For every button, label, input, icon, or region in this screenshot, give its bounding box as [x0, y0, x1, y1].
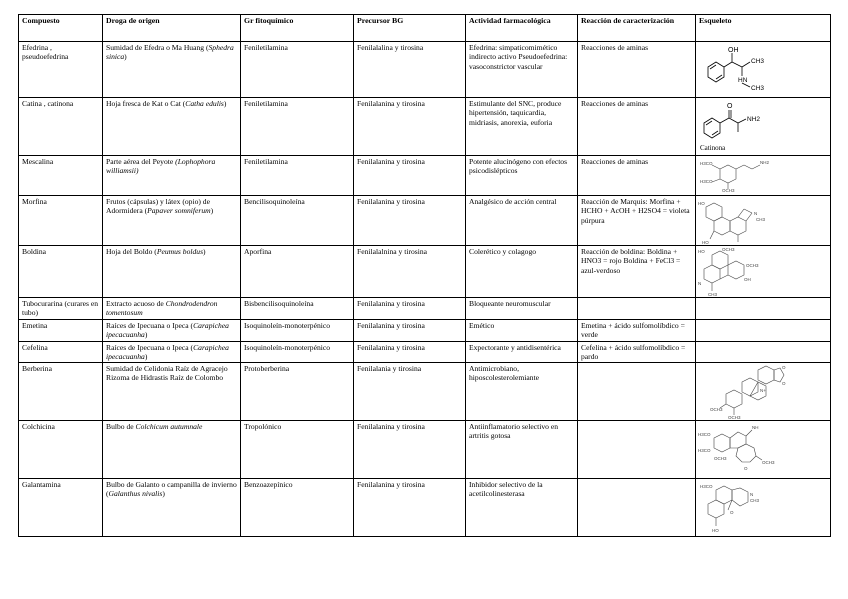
cell-reaccion [578, 363, 696, 421]
svg-text:N: N [754, 211, 758, 216]
cell-reaccion: Cefelina + ácido sulfomolíbdico = pardo [578, 341, 696, 363]
droga-text-end: ) [210, 206, 214, 216]
table-row [19, 479, 831, 537]
droga-text-end: ) [144, 330, 148, 340]
species-name: Sphedra sinica [106, 43, 234, 62]
cell-droga [103, 479, 241, 537]
droga-text: Frutos (cápsulas) y látex (opio) de Adormidera ( [106, 197, 210, 216]
cell-precursor: Fenilalanina y tirosina [354, 479, 466, 537]
svg-text:HO: HO [698, 201, 705, 206]
cell-reaccion: Reacciones de aminas [578, 98, 696, 156]
skeleton-label-oh: OH [728, 47, 739, 54]
skeleton-label-nh2: NH2 [747, 116, 761, 123]
alkaloids-table [18, 14, 831, 537]
svg-text:OCH3: OCH3 [722, 188, 735, 193]
cell-esqueleto [696, 320, 831, 342]
cell-grupo: Feniletilamina [241, 42, 354, 98]
svg-text:OCH3: OCH3 [714, 456, 727, 461]
colchicine-structure-icon [698, 422, 826, 478]
table-row [19, 298, 831, 320]
svg-text:CH3: CH3 [756, 217, 766, 222]
svg-text:NH2: NH2 [760, 160, 770, 165]
cell-actividad: Inhibidor selectivo de la acetilcolinesterasa [466, 479, 578, 537]
droga-text: Hoja fresca de Kat o Cat ( [106, 99, 186, 108]
svg-text:CH3: CH3 [750, 498, 760, 503]
droga-text: Raíces de Ipecuana o Ipeca ( [106, 342, 194, 352]
cell-reaccion [578, 298, 696, 320]
species-name: Galanthus nivalis [108, 489, 163, 499]
table-row [19, 156, 831, 196]
species-name: Colchicum autumnale [135, 422, 203, 431]
mescaline-structure-icon [698, 157, 826, 193]
svg-text:OCH3: OCH3 [762, 460, 775, 465]
species-name: Chondrodendron tomentosum [106, 299, 218, 318]
cell-esqueleto [696, 479, 831, 537]
droga-text: Raíces de Ipecuana o Ipeca ( [106, 321, 194, 330]
cell-droga [103, 298, 241, 320]
droga-text-end: ) [162, 489, 165, 499]
cell-grupo: Bencilisoquinoleína [241, 196, 354, 246]
header-esqueleto: Esqueleto [696, 15, 831, 42]
species-name: Carapichea ipecacuanha [106, 342, 229, 361]
cell-grupo: Feniletilamina [241, 156, 354, 196]
svg-text:OCH3: OCH3 [728, 415, 741, 420]
cell-esqueleto [696, 156, 831, 196]
droga-text: Parte aérea del Peyote [106, 157, 174, 166]
cell-grupo: Bisbencilisoquinoleína [241, 298, 354, 320]
svg-text:N: N [698, 281, 702, 286]
table-row [19, 320, 831, 342]
species-name: Catha edulis [185, 99, 224, 108]
table-row [19, 341, 831, 363]
galantamine-structure-icon [698, 480, 826, 536]
cell-precursor: Fenilalanina y tirosina [354, 196, 466, 246]
svg-text:OCH3: OCH3 [746, 263, 759, 268]
cell-compuesto: Emetina [19, 320, 103, 342]
cell-precursor: Fenilalanina y tirosina [354, 320, 466, 342]
cell-precursor: Fenilalanina y tirosina [354, 421, 466, 479]
skeleton-label-o: O [727, 103, 733, 110]
cell-droga [103, 196, 241, 246]
svg-text:H3CO: H3CO [700, 179, 713, 184]
species-name: (Lophophora williamsii) [106, 157, 216, 176]
cell-droga [103, 341, 241, 363]
cell-compuesto: Efedrina , pseudoefedrina [19, 42, 103, 98]
svg-text:CH3: CH3 [708, 292, 718, 297]
svg-text:NH: NH [752, 425, 759, 430]
cell-precursor: Fenilalanina y tirosina [354, 341, 466, 363]
cell-esqueleto [696, 298, 831, 320]
cell-droga [103, 156, 241, 196]
svg-text:N: N [750, 492, 754, 497]
table-row [19, 421, 831, 479]
skeleton-caption: Catinona [700, 144, 726, 153]
cell-actividad: Colerético y colagogo [466, 246, 578, 298]
cell-reaccion: Emetina + ácido sulfomolíbdico = verde [578, 320, 696, 342]
cell-grupo: Feniletilamina [241, 98, 354, 156]
cell-compuesto: Galantamina [19, 479, 103, 537]
cell-esqueleto [696, 196, 831, 246]
droga-text-end: ) [203, 247, 206, 256]
table-row [19, 246, 831, 298]
cell-esqueleto [696, 341, 831, 363]
cell-droga [103, 246, 241, 298]
svg-text:O: O [782, 365, 786, 370]
cell-grupo: Isoquinoleín-monoterpénico [241, 341, 354, 363]
svg-text:O: O [782, 381, 786, 386]
skeleton-label-ch3-n: CH3 [751, 85, 765, 92]
svg-text:HO: HO [698, 249, 705, 254]
cell-actividad: Efedrina: simpaticomimético indirecto activo Pseudoefedrina: vasoconstrictor vascular [466, 42, 578, 98]
cell-droga [103, 42, 241, 98]
cell-compuesto: Tubocurarina (curares en tubo) [19, 298, 103, 320]
header-row [19, 15, 831, 42]
svg-text:H3CO: H3CO [700, 484, 713, 489]
cell-esqueleto [696, 42, 831, 98]
cathinone-structure-icon [698, 99, 826, 145]
cell-reaccion: Reacción de Marquis: Morfina + HCHO + AcOH + H2SO4 = violeta púrpura [578, 196, 696, 246]
cell-grupo: Aporfina [241, 246, 354, 298]
cell-grupo: Benzoazepínico [241, 479, 354, 537]
cell-esqueleto [696, 363, 831, 421]
droga-text: Bulbo de [106, 422, 134, 431]
cell-compuesto: Cefelina [19, 341, 103, 363]
skeleton-label-ch3: CH3 [751, 58, 765, 65]
cell-droga [103, 421, 241, 479]
cell-precursor: Fenilalanina y tirosina [354, 298, 466, 320]
cell-precursor: Fenilalalnina y tirosina [354, 246, 466, 298]
berberine-structure-icon [698, 364, 826, 420]
cell-actividad: Estimulante del SNC, produce hipertensión, taquicardia, midriasis, anorexia, euforia [466, 98, 578, 156]
droga-text-end: ) [144, 351, 148, 361]
cell-compuesto: Catina , catinona [19, 98, 103, 156]
svg-text:N+: N+ [760, 388, 766, 393]
header-actividad: Actividad farmacológica [466, 15, 578, 42]
cell-precursor: Fenilalania y tirosina [354, 363, 466, 421]
svg-text:H3CO: H3CO [700, 161, 713, 166]
droga-text: Hoja del Boldo ( [106, 247, 157, 256]
morphine-structure-icon [698, 197, 826, 245]
cell-compuesto: Boldina [19, 246, 103, 298]
cell-grupo: Tropolónico [241, 421, 354, 479]
cell-reaccion [578, 479, 696, 537]
boldine-structure-icon [698, 247, 826, 297]
table-row [19, 98, 831, 156]
table-row [19, 42, 831, 98]
cell-esqueleto [696, 246, 831, 298]
droga-text: Sumidad de Efedra o Ma Huang ( [106, 43, 209, 52]
table-row [19, 196, 831, 246]
species-name: Papaver somniferum [147, 206, 211, 216]
species-name: Peumus boldus [156, 247, 204, 256]
cell-droga: Sumidad de Celidonia Raíz de Agracejo Rizoma de Hidrastis Raíz de Colombo [103, 363, 241, 421]
cell-actividad: Analgésico de acción central [466, 196, 578, 246]
header-droga: Droga de origen [103, 15, 241, 42]
svg-text:H3CO: H3CO [698, 448, 711, 453]
cell-actividad: Antimicrobiano, hiposcolesterolemiante [466, 363, 578, 421]
droga-text: Bulbo de Galanto o campanilla de invierno ( [106, 480, 237, 499]
cell-droga [103, 98, 241, 156]
svg-text:HO: HO [712, 528, 719, 533]
cell-actividad: Potente alucinógeno con efectos psicodislépticos [466, 156, 578, 196]
cell-compuesto: Colchicina [19, 421, 103, 479]
cell-esqueleto [696, 421, 831, 479]
cell-droga [103, 320, 241, 342]
cell-grupo: Protoberberina [241, 363, 354, 421]
cell-actividad: Bloqueante neuromuscular [466, 298, 578, 320]
cell-esqueleto [696, 98, 831, 156]
droga-text: Extracto acuoso de [106, 299, 164, 308]
cell-precursor: Fenilalanina y tirosina [354, 156, 466, 196]
svg-text:OCH3: OCH3 [722, 247, 735, 252]
droga-text-end: ) [223, 99, 227, 108]
svg-text:OCH3: OCH3 [710, 407, 723, 412]
svg-text:O: O [744, 466, 748, 471]
cell-actividad: Antiinflamatorio selectivo en artritis gotosa [466, 421, 578, 479]
table-row [19, 363, 831, 421]
cell-grupo: Isoquinoleín-monoterpénico [241, 320, 354, 342]
cell-actividad: Emético [466, 320, 578, 342]
header-precursor: Precursor BG [354, 15, 466, 42]
droga-text-end: ) [124, 52, 127, 62]
ephedrine-structure-icon [698, 43, 826, 97]
cell-reaccion [578, 421, 696, 479]
cell-compuesto: Berberina [19, 363, 103, 421]
cell-compuesto: Morfina [19, 196, 103, 246]
header-grupo: Gr fitoquímico [241, 15, 354, 42]
header-compuesto: Compuesto [19, 15, 103, 42]
header-reaccion: Reacción de caracterización [578, 15, 696, 42]
svg-text:HO: HO [702, 240, 709, 245]
svg-text:OH: OH [744, 277, 751, 282]
cell-actividad: Expectorante y antidisentérica [466, 341, 578, 363]
cell-reaccion: Reacción de boldina: Boldina + HNO3 = rojo Boldina + FeCl3 = azul-verdoso [578, 246, 696, 298]
species-name: Carapichea ipecacuanha [106, 321, 229, 340]
cell-compuesto: Mescalina [19, 156, 103, 196]
cell-precursor: Fenilalalina y tirosina [354, 42, 466, 98]
cell-precursor: Fenilalanina y tirosina [354, 98, 466, 156]
skeleton-label-hn: HN [738, 77, 748, 84]
cell-reaccion: Reacciones de aminas [578, 42, 696, 98]
cell-reaccion: Reacciones de aminas [578, 156, 696, 196]
svg-text:O: O [730, 510, 734, 515]
svg-text:H3CO: H3CO [698, 432, 711, 437]
